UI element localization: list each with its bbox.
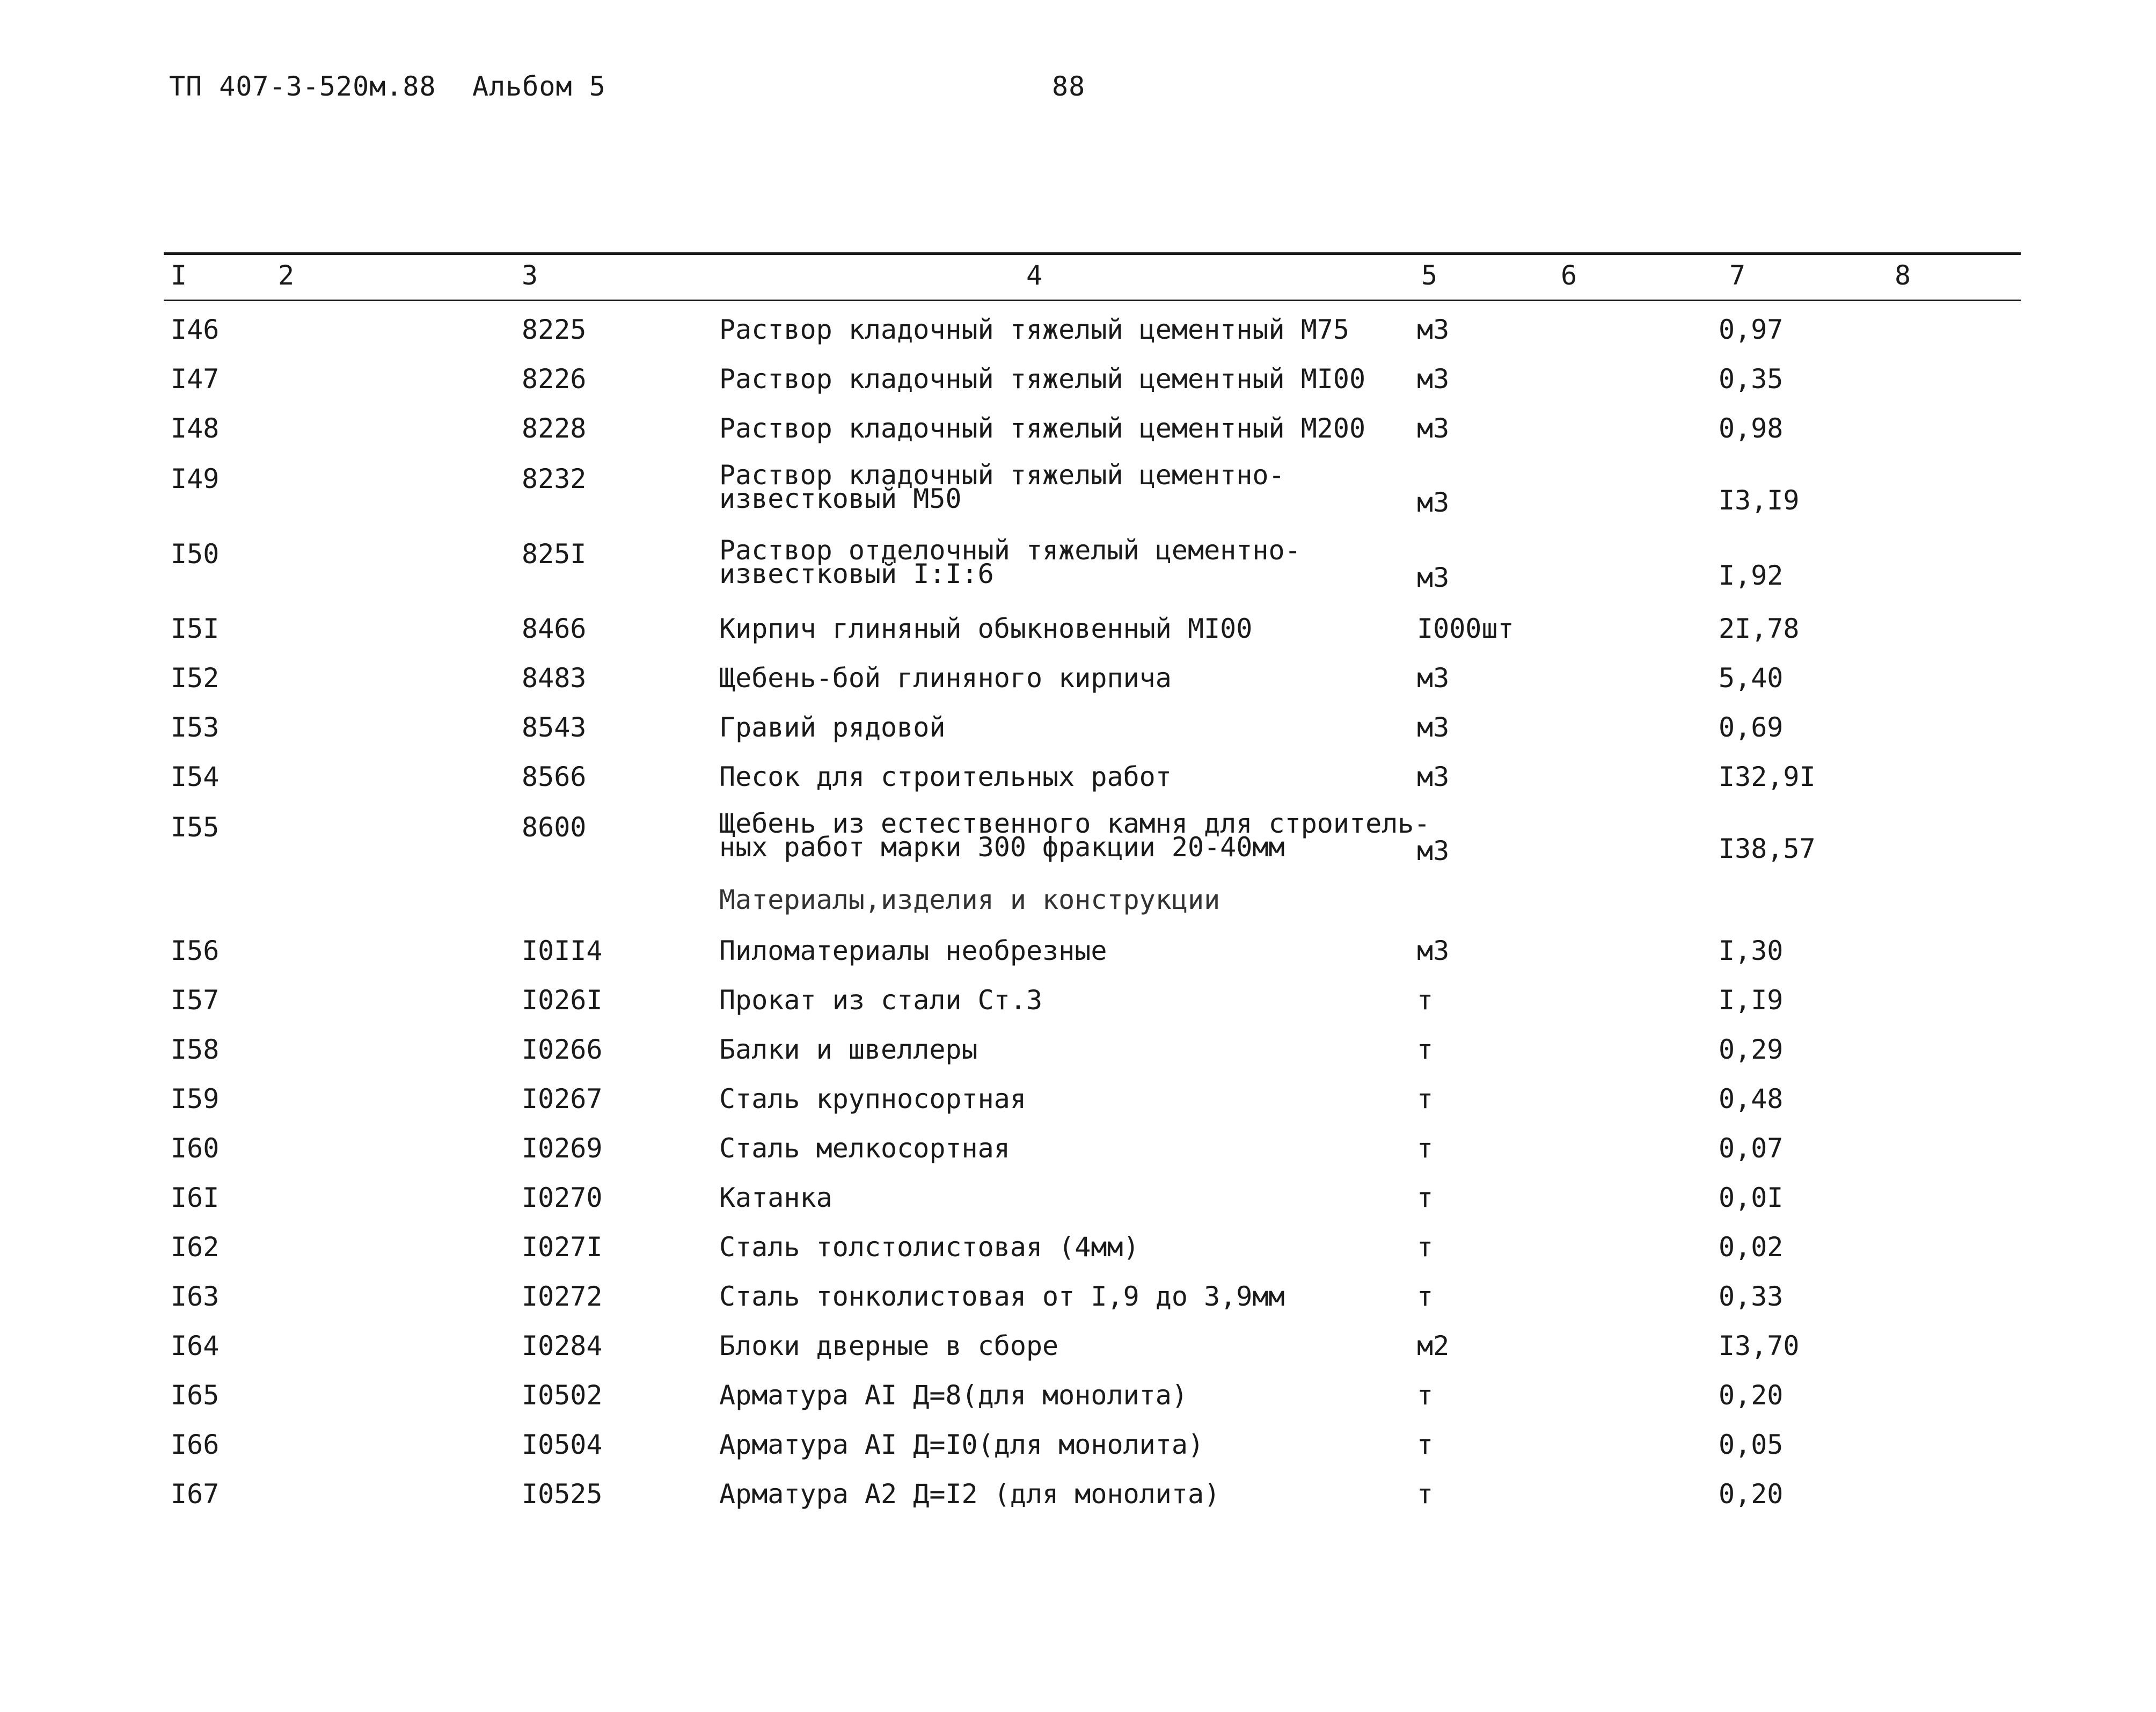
row-number: I47	[171, 363, 220, 395]
resource-code: 825I	[522, 538, 587, 570]
row-number: I63	[171, 1281, 220, 1312]
resource-name: Сталь крупносортная	[719, 1083, 1026, 1114]
section-title: Материалы,изделия и конструкции	[719, 884, 1220, 915]
unit: м3	[1417, 761, 1450, 792]
quantity: 0,05	[1719, 1429, 1784, 1460]
resource-name: Блоки дверные в сборе	[719, 1330, 1059, 1361]
unit: м3	[1417, 712, 1450, 743]
resource-name: Раствор отделочный тяжелый цементно- известковый I:I:6	[719, 535, 1301, 589]
resource-code: I0502	[522, 1380, 603, 1411]
resource-name: Кирпич глиняный обыкновенный МI00	[719, 613, 1253, 644]
resource-name: Балки и швеллеры	[719, 1034, 978, 1065]
column-number-6: 6	[1561, 260, 1577, 291]
resource-code: I026I	[522, 985, 603, 1016]
resource-code: I0270	[522, 1182, 603, 1213]
quantity: I32,9I	[1719, 761, 1816, 792]
unit: т	[1417, 1182, 1434, 1213]
unit: т	[1417, 1083, 1434, 1114]
album-label: Альбом 5	[472, 71, 606, 102]
row-number: I6I	[171, 1182, 220, 1213]
row-number: I5I	[171, 613, 220, 644]
resource-code: I0525	[522, 1478, 603, 1510]
resource-name: Арматура АI Д=I0(для монолита)	[719, 1429, 1204, 1460]
column-number-1: I	[171, 260, 187, 291]
quantity: 0,97	[1719, 314, 1784, 345]
unit: I000шт	[1417, 613, 1514, 644]
resource-code: I0II4	[522, 935, 603, 966]
row-number: I56	[171, 935, 220, 966]
resource-code: I0267	[522, 1083, 603, 1114]
quantity: I3,70	[1719, 1330, 1800, 1361]
row-number: I50	[171, 538, 220, 570]
unit: м3	[1417, 662, 1450, 694]
unit: м3	[1417, 363, 1450, 395]
quantity: I,92	[1719, 560, 1784, 591]
unit: т	[1417, 1281, 1434, 1312]
row-number: I59	[171, 1083, 220, 1114]
row-number: I65	[171, 1380, 220, 1411]
unit: м3	[1417, 487, 1450, 518]
quantity: 0,98	[1719, 413, 1784, 444]
resource-code: 8566	[522, 761, 587, 792]
row-number: I52	[171, 662, 220, 694]
quantity: 0,20	[1719, 1478, 1784, 1510]
quantity: 0,48	[1719, 1083, 1784, 1114]
unit: м3	[1417, 413, 1450, 444]
row-number: I66	[171, 1429, 220, 1460]
resource-name: Раствор кладочный тяжелый цементный МI00	[719, 363, 1366, 395]
quantity: 0,02	[1719, 1232, 1784, 1263]
resource-name: Раствор кладочный тяжелый цементный М200	[719, 413, 1366, 444]
quantity: 0,33	[1719, 1281, 1784, 1312]
quantity: I,30	[1719, 935, 1784, 966]
resource-code: 8543	[522, 712, 587, 743]
unit: т	[1417, 1034, 1434, 1065]
row-number: I62	[171, 1232, 220, 1263]
resource-code: I0269	[522, 1133, 603, 1164]
row-number: I60	[171, 1133, 220, 1164]
quantity: 2I,78	[1719, 613, 1800, 644]
document-code: ТП 407-3-520м.88	[169, 71, 436, 102]
quantity: I3,I9	[1719, 485, 1800, 516]
unit: м3	[1417, 562, 1450, 593]
table-header-rule	[164, 300, 2021, 301]
resource-code: I0504	[522, 1429, 603, 1460]
quantity: 0,35	[1719, 363, 1784, 395]
resource-name: Щебень из естественного камня для строитель- ных работ марки 300 фракции 20-40мм	[719, 808, 1430, 863]
resource-name: Арматура АI Д=8(для монолита)	[719, 1380, 1188, 1411]
column-number-7: 7	[1729, 260, 1746, 291]
unit: т	[1417, 1429, 1434, 1460]
column-number-3: 3	[522, 260, 538, 291]
resource-name: Арматура А2 Д=I2 (для монолита)	[719, 1478, 1220, 1510]
quantity: I,I9	[1719, 985, 1784, 1016]
resource-code: 8466	[522, 613, 587, 644]
resource-name: Пиломатериалы необрезные	[719, 935, 1107, 966]
unit: м3	[1417, 314, 1450, 345]
row-number: I64	[171, 1330, 220, 1361]
resource-code: 8225	[522, 314, 587, 345]
resource-code: I0284	[522, 1330, 603, 1361]
row-number: I49	[171, 463, 220, 494]
column-number-8: 8	[1895, 260, 1911, 291]
resource-name: Прокат из стали Ст.3	[719, 985, 1043, 1016]
resource-code: I0266	[522, 1034, 603, 1065]
resource-code: 8232	[522, 463, 587, 494]
resource-name: Сталь тонколистовая от I,9 до 3,9мм	[719, 1281, 1285, 1312]
quantity: 0,29	[1719, 1034, 1784, 1065]
row-number: I55	[171, 812, 220, 843]
resource-name: Раствор кладочный тяжелый цементно- известковый М50	[719, 460, 1285, 514]
resource-name: Щебень-бой глиняного кирпича	[719, 662, 1172, 694]
unit: т	[1417, 1133, 1434, 1164]
resource-name: Гравий рядовой	[719, 712, 946, 743]
row-number: I46	[171, 314, 220, 345]
quantity: 5,40	[1719, 662, 1784, 694]
resource-code: I027I	[522, 1232, 603, 1263]
row-number: I54	[171, 761, 220, 792]
resource-code: 8483	[522, 662, 587, 694]
row-number: I48	[171, 413, 220, 444]
resource-code: 8226	[522, 363, 587, 395]
resource-code: 8228	[522, 413, 587, 444]
table-top-rule	[164, 252, 2021, 255]
resource-code: I0272	[522, 1281, 603, 1312]
quantity: 0,20	[1719, 1380, 1784, 1411]
unit: т	[1417, 1380, 1434, 1411]
row-number: I67	[171, 1478, 220, 1510]
unit: м3	[1417, 935, 1450, 966]
quantity: 0,0I	[1719, 1182, 1784, 1213]
row-number: I57	[171, 985, 220, 1016]
row-number: I58	[171, 1034, 220, 1065]
quantity: 0,69	[1719, 712, 1784, 743]
resource-name: Песок для строительных работ	[719, 761, 1172, 792]
unit: м3	[1417, 835, 1450, 866]
column-number-2: 2	[278, 260, 295, 291]
resource-name: Сталь мелкосортная	[719, 1133, 1010, 1164]
resource-name: Раствор кладочный тяжелый цементный М75	[719, 314, 1349, 345]
column-number-5: 5	[1421, 260, 1438, 291]
unit: м2	[1417, 1330, 1450, 1361]
quantity: I38,57	[1719, 833, 1816, 864]
resource-code: 8600	[522, 812, 587, 843]
unit: т	[1417, 985, 1434, 1016]
quantity: 0,07	[1719, 1133, 1784, 1164]
page-number: 88	[1052, 71, 1086, 102]
resource-name: Катанка	[719, 1182, 832, 1213]
row-number: I53	[171, 712, 220, 743]
unit: т	[1417, 1478, 1434, 1510]
column-number-4: 4	[1026, 260, 1043, 291]
resource-name: Сталь толстолистовая (4мм)	[719, 1232, 1139, 1263]
unit: т	[1417, 1232, 1434, 1263]
